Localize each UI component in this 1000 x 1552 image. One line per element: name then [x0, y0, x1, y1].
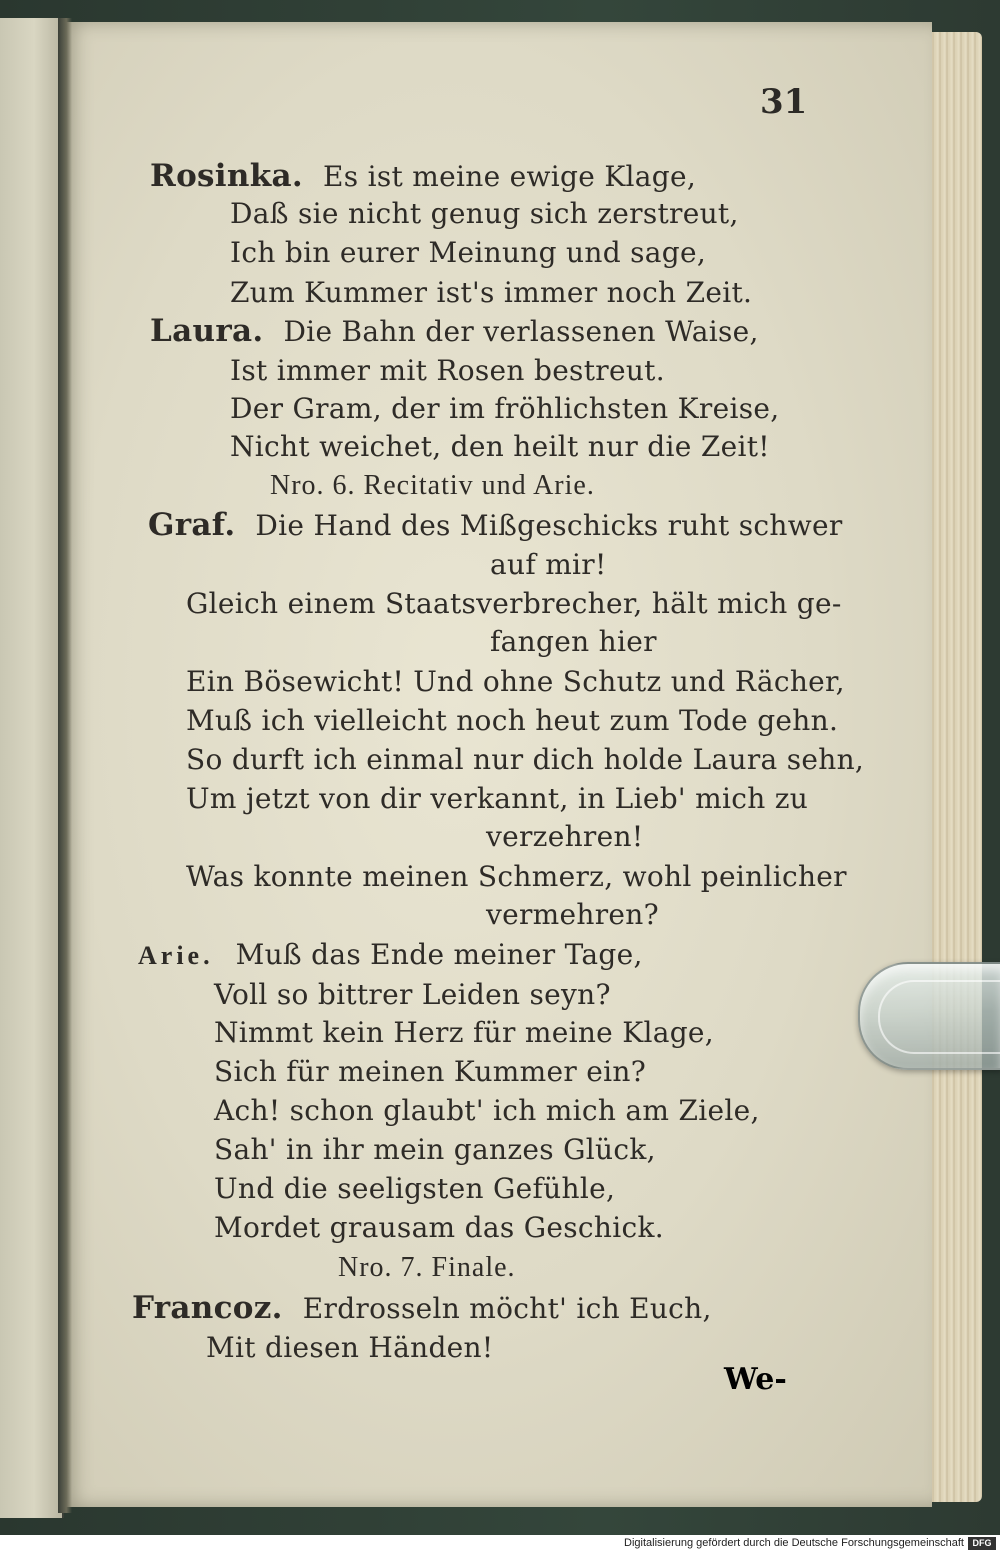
text-line: Gleich einem Staatsverbrecher, hält mich ge- [186, 587, 842, 620]
text-line: Ich bin eurer Meinung und sage, [230, 236, 707, 269]
text-line: Der Gram, der im fröhlichsten Kreise, [230, 392, 780, 425]
verse-text: Die Bahn der verlassenen Waise, [283, 315, 759, 348]
text-line: verzehren! [486, 820, 644, 853]
text-line [150, 158, 696, 194]
text-line: Ist immer mit Rosen bestreut. [230, 354, 665, 387]
verse-text: Es ist meine ewige Klage, [322, 160, 697, 193]
dfg-logo-icon: DFG [968, 1537, 996, 1550]
text-line: Nimmt kein Herz für meine Klage, [214, 1016, 714, 1049]
text-line [148, 507, 843, 543]
text-line: Um jetzt von dir verkannt, in Lieb' mich zu [186, 782, 809, 815]
aria-label: Arie. [138, 941, 214, 970]
text-line: Sah' in ihr mein ganzes Glück, [214, 1133, 656, 1166]
text-line [132, 1290, 712, 1326]
text-line: Was konnte meinen Schmerz, wohl peinlicher [186, 860, 847, 893]
text-line: Muß ich vielleicht noch heut zum Tode gehn. [186, 704, 839, 737]
page-number: 31 [760, 82, 808, 122]
text-line: fangen hier [490, 625, 657, 658]
text-line [150, 313, 759, 349]
text-line: Sich für meinen Kummer ein? [214, 1055, 647, 1088]
book-gutter [58, 18, 72, 1513]
section-heading: Nro. 7. Finale. [338, 1252, 516, 1283]
text-line: Und die seeligsten Gefühle, [214, 1172, 616, 1205]
text-line: Ein Bösewicht! Und ohne Schutz und Rächer, [186, 665, 845, 698]
speaker-name: Rosinka. [150, 158, 303, 194]
text-line: So durft ich einmal nur dich holde Laura sehn, [186, 743, 865, 776]
verse-text: Muß das Ende meiner Tage, [235, 938, 643, 971]
text-line: Nicht weichet, den heilt nur die Zeit! [230, 430, 770, 463]
text-line: Mordet grausam das Geschick. [214, 1211, 664, 1244]
verse-text: Erdrosseln möcht' ich Euch, [302, 1292, 712, 1325]
text-line: Voll so bittrer Leiden seyn? [214, 978, 611, 1011]
text-line: auf mir! [490, 548, 607, 581]
speaker-name: Graf. [148, 507, 236, 543]
text-line: vermehren? [486, 898, 659, 931]
text-line: Zum Kummer ist's immer noch Zeit. [230, 276, 753, 309]
speaker-name: Francoz. [132, 1290, 283, 1326]
text-line: Daß sie nicht genug sich zerstreut, [230, 197, 739, 230]
catchword: We- [724, 1362, 787, 1397]
text-line [138, 938, 643, 971]
page-holder-clip [858, 962, 1000, 1070]
funding-credit: Digitalisierung gefördert durch die Deutsche Forschungsgemeinschaft [624, 1537, 964, 1549]
section-heading: Nro. 6. Recitativ und Arie. [270, 470, 595, 501]
clip-highlight [878, 980, 1000, 1054]
text-line: Ach! schon glaubt' ich mich am Ziele, [214, 1094, 760, 1127]
speaker-name: Laura. [150, 313, 264, 349]
facing-page-edge [0, 18, 64, 1518]
verse-text: Die Hand des Mißgeschicks ruht schwer [255, 509, 843, 542]
text-line: Mit diesen Händen! [206, 1331, 494, 1364]
